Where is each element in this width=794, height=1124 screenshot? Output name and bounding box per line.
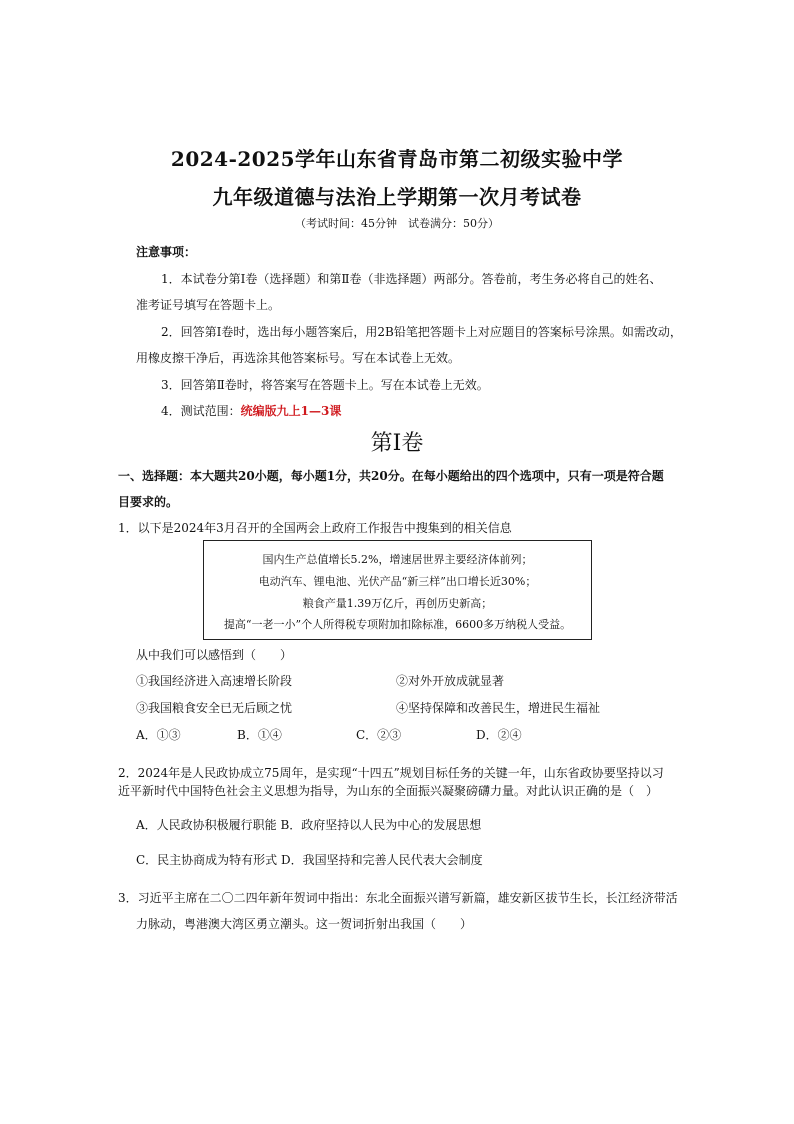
note-2-line2: 用橡皮擦干净后，再选涂其他答案标号。写在本试卷上无效。 <box>136 351 461 365</box>
note-3: 3．回答第Ⅱ卷时，将答案写在答题卡上。写在本试卷上无效。 <box>161 378 489 392</box>
q1-statement-2: ②对外开放成就显著 <box>396 674 505 688</box>
q3-stem-line1: 3．习近平主席在二〇二四年新年贺词中指出：东北全面振兴谱写新篇，雄安新区拔节生长，长江经济带活 <box>118 891 678 905</box>
q1-stem: 1．以下是2024年3月召开的全国两会上政府工作报告中搜集到的相关信息 <box>118 521 512 535</box>
q1-option-d: D．②④ <box>476 728 522 742</box>
q1-box-line-2: 电动汽车、锂电池、光伏产品“新三样”出口增长近30%； <box>258 575 537 588</box>
q1-statement-3: ③我国粮食安全已无后顾之忧 <box>136 701 293 715</box>
q2-stem-line1: 2．2024年是人民政协成立75周年，是实现“十四五”规划目标任务的关键一年，山东省政协要坚持以习 <box>118 766 664 780</box>
section1-heading-line1: 一、选择题：本大题共20小题，每小题1分，共20分。在每小题给出的四个选项中，只有一项是符合题 <box>118 469 664 483</box>
q1-option-b: B．①④ <box>237 728 282 742</box>
note-4-prefix: 4．测试范围： <box>161 404 241 418</box>
note-1-line2: 准考证号填写在答题卡上。 <box>136 298 281 312</box>
q1-prompt: 从中我们可以感悟到（ ） <box>136 648 293 662</box>
q2-stem-line2: 近平新时代中国特色社会主义思想为指导，为山东的全面振兴凝聚磅礴力量。对此认识正确的是（ ） <box>118 784 659 798</box>
q3-stem-line2: 力脉动，粤港澳大湾区勇立潮头。这一贺词折射出我国（ ） <box>136 917 473 931</box>
q1-info-box <box>203 540 592 640</box>
section1-heading-line2: 目要求的。 <box>118 495 179 509</box>
exam-time-info: （考试时间：45分钟 试卷满分：50分） <box>295 217 499 230</box>
q1-box-line-4: 提高“一老一小”个人所得税专项附加扣除标准，6600多万纳税人受益。 <box>223 618 572 631</box>
q1-statement-4: ④坚持保障和改善民生，增进民生福祉 <box>396 701 601 715</box>
exam-title-line1: 2024-2025学年山东省青岛市第二初级实验中学 <box>170 147 624 171</box>
volume-title: 第Ⅰ卷 <box>370 431 424 456</box>
q2-options-ab: A．人民政协积极履行职能 B．政府坚持以人民为中心的发展思想 <box>136 818 482 832</box>
q1-option-a: A．①③ <box>136 728 181 742</box>
q1-statement-1: ①我国经济进入高速增长阶段 <box>136 674 293 688</box>
note-2-line1: 2．回答第Ⅰ卷时，选出每小题答案后，用2B铅笔把答题卡上对应题目的答案标号涂黑。如需改动， <box>161 325 682 339</box>
q1-box-line-3: 粮食产量1.39万亿斤，再创历史新高； <box>302 597 493 610</box>
note-4-range: 统编版九上1—3课 <box>240 404 342 418</box>
exam-title-line2: 九年级道德与法治上学期第一次月考试卷 <box>212 185 582 209</box>
q2-options-cd: C．民主协商成为特有形式 D．我国坚持和完善人民代表大会制度 <box>136 853 483 867</box>
note-1-line1: 1．本试卷分第Ⅰ卷（选择题）和第Ⅱ卷（非选择题）两部分。答卷前，考生务必将自己的姓名、 <box>161 272 662 286</box>
q1-box-line-1: 国内生产总值增长5.2%，增速居世界主要经济体前列； <box>262 553 533 566</box>
q1-option-c: C．②③ <box>356 728 402 742</box>
note-4 <box>161 402 341 419</box>
notes-heading: 注意事项： <box>136 245 197 259</box>
